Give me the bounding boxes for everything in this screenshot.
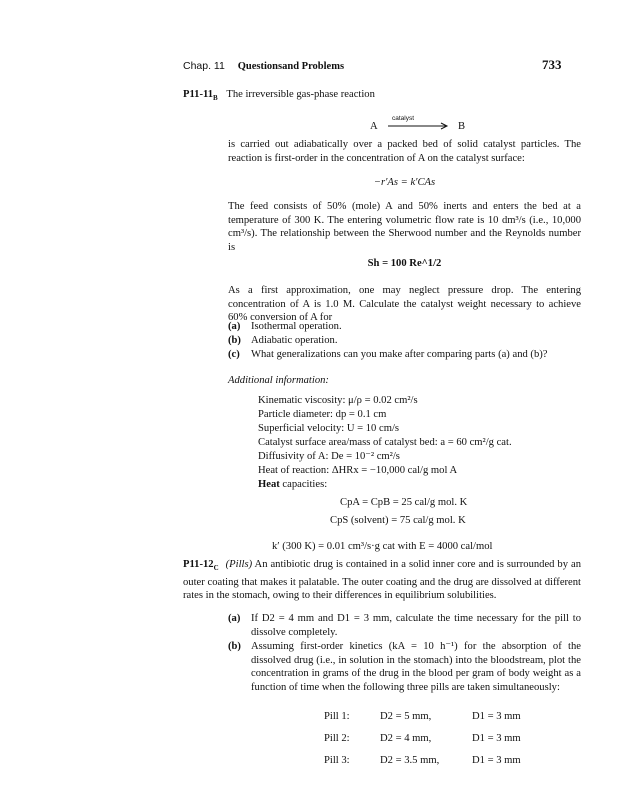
cp-line-1: CpA = CpB = 25 cal/g mol. K xyxy=(340,497,468,508)
info-kinematic-viscosity: Kinematic viscosity: μ/ρ = 0.02 cm²/s xyxy=(258,395,418,406)
capacities-label: capacities: xyxy=(279,479,328,490)
cp-line-2: CpS (solvent) = 75 cal/g mol. K xyxy=(330,515,466,526)
problem-body-3: As a first approximation, one may neglect pressure drop. The entering concentration of A is 1.0 M. Calculate the catalyst weight necessary to achieve 60% conversion of A for xyxy=(228,285,581,324)
info-heat-of-reaction: Heat of reaction: ΔHRx = −10,000 cal/g mol A xyxy=(258,465,458,476)
problem-p11-12 xyxy=(183,558,581,603)
pill-name: Pill 1: xyxy=(324,711,350,722)
part-a xyxy=(228,320,581,334)
problem-difficulty: B xyxy=(213,94,218,103)
pill-row xyxy=(324,732,521,746)
section-title: Questionsand Problems xyxy=(237,61,345,72)
pills-part-a-text: If D2 = 4 mm and D1 = 3 mm, calculate the time necessary for the pill to dissolve completely. xyxy=(251,613,581,638)
problem-difficulty: C xyxy=(213,564,219,573)
info-particle-diameter: Particle diameter: dp = 0.1 cm xyxy=(258,409,387,420)
chapter-header xyxy=(183,60,344,74)
problem-id: P11-12 xyxy=(183,559,214,570)
pill-d1: D1 = 3 mm xyxy=(472,711,521,722)
catalyst-label: catalyst xyxy=(392,115,415,122)
pill-name: Pill 3: xyxy=(324,755,350,766)
part-label: (c) xyxy=(228,349,240,360)
problem-id: P11-11 xyxy=(183,89,214,100)
sherwood-equation: Sh = 100 Re^1/2 xyxy=(367,258,442,269)
part-text: What generalizations can you make after comparing parts (a) and (b)? xyxy=(251,349,548,360)
part-label: (a) xyxy=(228,321,241,332)
part-label: (a) xyxy=(228,613,241,624)
part-b xyxy=(228,334,581,348)
problem-p11-11-heading xyxy=(183,88,375,106)
problem-body: An antibiotic drug is contained in a solid inner core and is surrounded by an outer coating that makes it palatable. The outer coating and the drug are dissolved at different rates in the stomach, owing to their differences in equilibrium solubilities. xyxy=(183,559,581,602)
part-c xyxy=(228,348,581,362)
heat-label: Heat xyxy=(258,479,280,490)
rate-equation: −r′As = k′CAs xyxy=(373,177,436,188)
reactant: A xyxy=(370,121,378,132)
part-text: Adiabatic operation. xyxy=(251,335,338,346)
pill-row xyxy=(324,754,521,768)
info-surface-area: Catalyst surface area/mass of catalyst bed: a = 60 cm²/g cat. xyxy=(258,437,512,448)
part-label: (b) xyxy=(228,335,241,346)
part-text: Isothermal operation. xyxy=(251,321,342,332)
product: B xyxy=(458,121,466,132)
info-superficial-velocity: Superficial velocity: U = 10 cm/s xyxy=(258,423,400,434)
rate-constant-line: k′ (300 K) = 0.01 cm³/s·g cat with E = 4000 cal/mol xyxy=(272,541,493,552)
page-number: 733 xyxy=(542,57,562,72)
pill-d1: D1 = 3 mm xyxy=(472,755,521,766)
pill-name: Pill 2: xyxy=(324,733,350,744)
reaction-equation xyxy=(370,112,466,134)
additional-info-heading: Additional information: xyxy=(228,375,329,386)
chapter-label: Chap. 11 xyxy=(183,60,225,72)
problem-intro: The irreversible gas-phase reaction xyxy=(226,89,375,100)
problem-body-1: is carried out adiabatically over a packed bed of solid catalyst particles. The reaction is first-order in the concentration of A on the catalyst surface: xyxy=(228,139,581,164)
info-diffusivity: Diffusivity of A: De = 10⁻² cm²/s xyxy=(258,451,400,462)
part-label: (b) xyxy=(228,641,241,652)
pill-row xyxy=(324,710,521,724)
info-heat-capacities xyxy=(258,478,327,492)
problem-title: (Pills) xyxy=(225,559,253,570)
pills-part-b-text: Assuming first-order kinetics (kA = 10 h⁻¹) for the absorption of the dissolved drug (i.e., in solution in the stomach) into the bloodstream, plot the concentration in grams of the drug in the blood per gram of body weight as a function of time when the following three pills are taken simultaneously: xyxy=(251,641,581,693)
reaction-arrow-icon xyxy=(386,122,452,130)
pill-d2: D2 = 4 mm, xyxy=(380,733,432,744)
pill-d2: D2 = 5 mm, xyxy=(380,711,432,722)
problem-body-2: The feed consists of 50% (mole) A and 50% inerts and enters the bed at a temperature of 300 K. The entering volumetric flow rate is 10 dm³/s (i.e., 10,000 cm³/s). The relationship between the Sherwood number and the Reynolds number is xyxy=(228,201,581,253)
pill-d2: D2 = 3.5 mm, xyxy=(380,755,440,766)
pill-d1: D1 = 3 mm xyxy=(472,733,521,744)
